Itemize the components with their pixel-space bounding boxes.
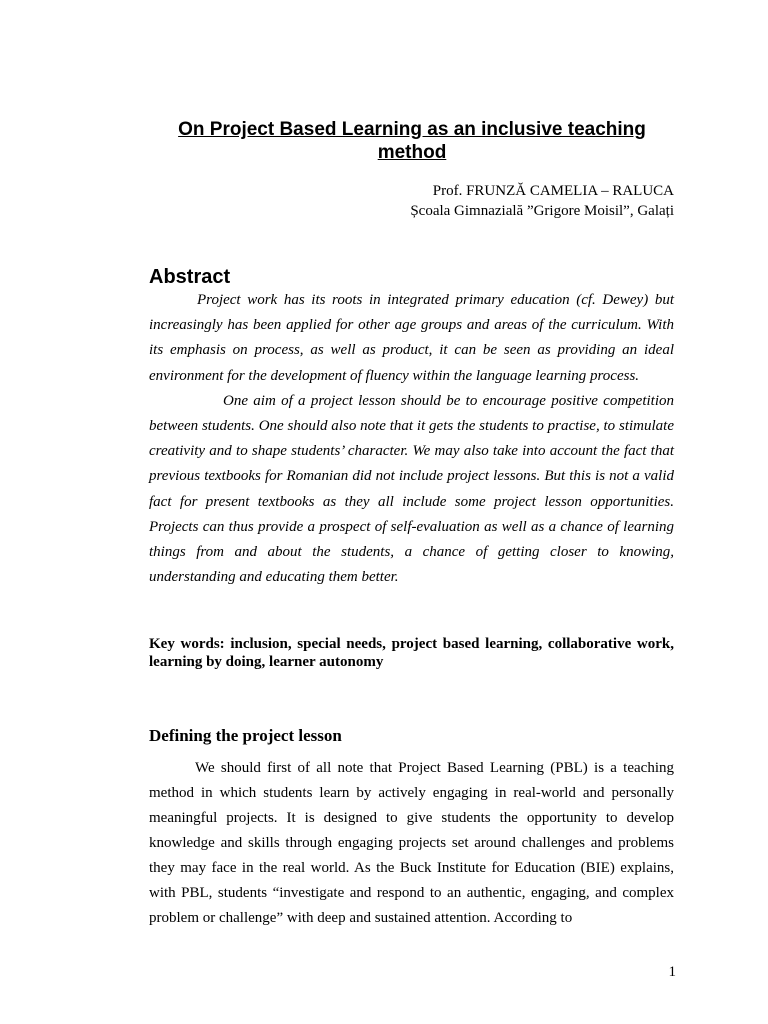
document-title: On Project Based Learning as an inclusive teaching method: [178, 119, 646, 163]
abstract-heading: Abstract: [149, 266, 231, 288]
author-affiliation: Școala Gimnazială ”Grigore Moisil”, Galați: [410, 203, 674, 219]
section-body: We should first of all note that Project Based Learning (PBL) is a teaching method in which students learn by actively engaging in real-world and personally meaningful projects. It is designed to give students the opportunity to develop knowledge and skills through engaging projects set around challenges and problems they may face in the real world. As the Buck Institute for Education (BIE) explains, with PBL, students “investigate and respond to an authentic, engaging, and complex problem or challenge” with deep and sustained attention. According to: [149, 760, 674, 926]
section-heading: Defining the project lesson: [149, 726, 342, 745]
abstract-body: [149, 288, 674, 590]
keywords: Key words: inclusion, special needs, project based learning, collaborative work, learning by doing, learner autonomy: [149, 636, 674, 670]
page-number: 1: [668, 964, 676, 980]
author-name: Prof. FRUNZĂ CAMELIA – RALUCA: [432, 183, 674, 199]
abstract-paragraph: One aim of a project lesson should be to encourage positive competition between students. One should also note that it gets the students to practise, to stimulate creativity and to shape students’ character. We may also take into account the fact that previous textbooks for Romanian did not include project lessons. But this is not a valid fact for present textbooks as they all include some project lesson opportunities. Projects can thus provide a prospect of self-evaluation as well as a chance of learning things from and about the students, a chance of getting closer to knowing, understanding and educating them better.: [149, 392, 674, 586]
abstract-paragraph: Project work has its roots in integrated primary education (cf. Dewey) but increasingly has been applied for other age groups and areas of the curriculum. With its emphasis on process, as well as product, it can be seen as providing an ideal environment for the development of fluency within the language learning process.: [149, 292, 674, 384]
author-block: [410, 181, 674, 221]
